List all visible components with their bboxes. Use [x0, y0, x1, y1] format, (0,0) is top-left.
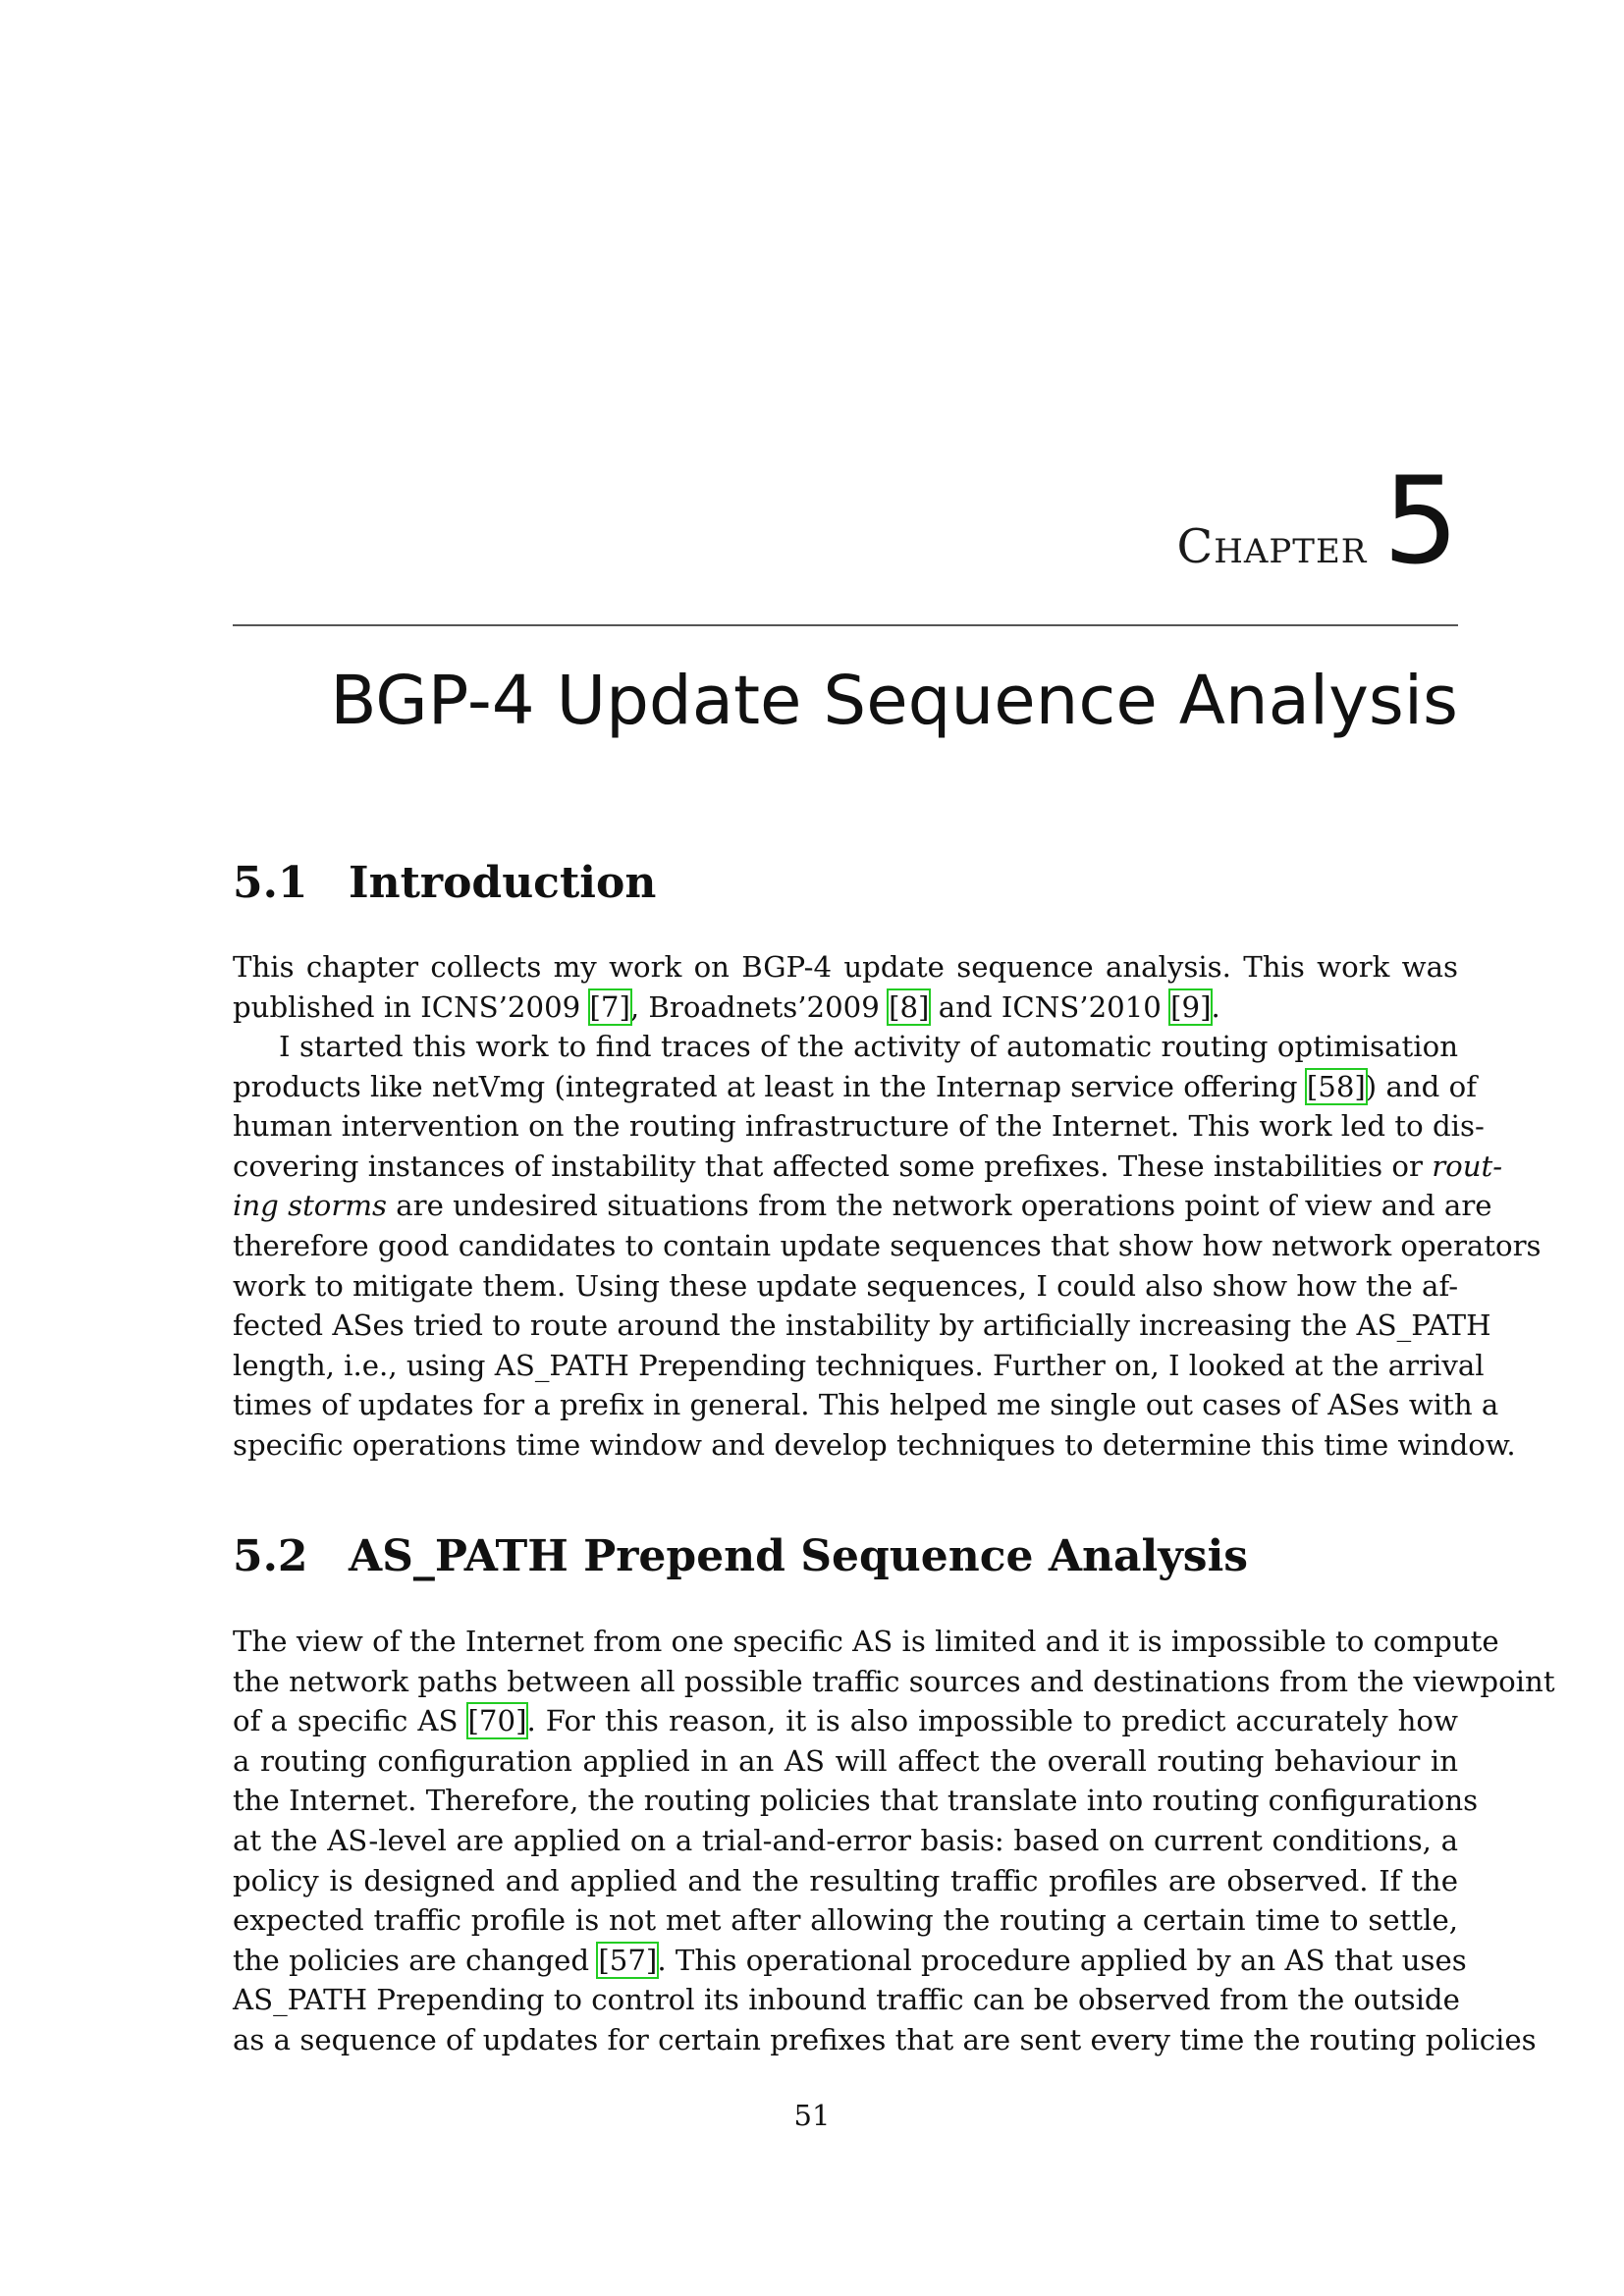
section-heading-introduction [233, 858, 656, 908]
text-line: length, i.e., using AS_PATH Prepending techniques. Further on, I looked at the arrival [233, 1348, 1485, 1382]
text-line: This chapter collects my work on BGP-4 update sequence analysis. This work was [233, 950, 1458, 984]
page-number: 51 [793, 2099, 831, 2132]
text-line: work to mitigate them. Using these update sequences, I could also show how the af- [233, 1268, 1459, 1303]
section-title: Introduction [349, 858, 657, 908]
text-line: therefore good candidates to contain update sequences that show how network operators [233, 1228, 1542, 1262]
chapter-heading [1176, 452, 1459, 591]
text-line: covering instances of instability that affected some prefixes. These instabilities or rout- [233, 1148, 1503, 1183]
intro-paragraph-2 [233, 1027, 1542, 1466]
citation-link-58[interactable]: [58] [1306, 1069, 1366, 1103]
text-line: products like netVmg (integrated at least in the Internap service offering [58]) and of [233, 1069, 1477, 1103]
text-line: AS_PATH Prepending to control its inbound traffic can be observed from the outside [233, 1983, 1460, 2017]
intro-paragraph-1 [233, 947, 1458, 1027]
text-line: the policies are changed [57]. This operational procedure applied by an AS that uses [233, 1943, 1467, 1977]
text-line: the network paths between all possible traffic sources and destinations from the viewpoint [233, 1664, 1555, 1698]
citation-link-8[interactable]: [8] [889, 989, 930, 1024]
chapter-number: 5 [1382, 452, 1459, 591]
text-line: specific operations time window and develop techniques to determine this time window. [233, 1427, 1516, 1462]
section-heading-as-path-prepend [233, 1531, 1248, 1581]
section-2-paragraph-1 [233, 1622, 1555, 2060]
text-line: The view of the Internet from one specific AS is limited and it is impossible to compute [233, 1625, 1499, 1658]
section-number: 5.1 [233, 858, 308, 908]
section-title: AS_PATH Prepend Sequence Analysis [349, 1531, 1249, 1581]
text-line: as a sequence of updates for certain prefixes that are sent every time the routing policies [233, 2022, 1537, 2056]
citation-link-70[interactable]: [70] [467, 1704, 527, 1738]
text-line: published in ICNS’2009 [7], Broadnets’2009 [8] and ICNS’2010 [9]. [233, 989, 1220, 1024]
text-line: of a specific AS [70]. For this reason, it is also impossible to predict accurately how [233, 1704, 1458, 1738]
text-line: fected ASes tried to route around the instability by artificially increasing the AS_PATH [233, 1308, 1491, 1343]
text-line: times of updates for a prefix in general. This helped me single out cases of ASes with a [233, 1388, 1499, 1422]
text-line: I started this work to find traces of the activity of automatic routing optimisation [279, 1030, 1458, 1063]
citation-link-9[interactable]: [9] [1170, 989, 1212, 1024]
text-line: ing storms are undesired situations from the network operations point of view and are [233, 1189, 1492, 1223]
text-line: policy is designed and applied and the resulting traffic profiles are observed. If the [233, 1863, 1458, 1897]
section-number: 5.2 [233, 1531, 308, 1581]
text-line: the Internet. Therefore, the routing policies that translate into routing configurations [233, 1784, 1479, 1818]
text-line: at the AS-level are applied on a trial-and-error basis: based on current conditions, a [233, 1823, 1458, 1857]
chapter-rule [233, 624, 1458, 626]
citation-link-57[interactable]: [57] [598, 1943, 658, 1977]
chapter-title: BGP-4 Update Sequence Analysis [330, 662, 1458, 740]
text-line: expected traffic profile is not met after allowing the routing a certain time to settle, [233, 1903, 1458, 1938]
text-line: a routing configuration applied in an AS will affect the overall routing behaviour in [233, 1743, 1458, 1778]
citation-link-7[interactable]: [7] [589, 989, 630, 1024]
chapter-label: Chapter [1176, 519, 1368, 574]
text-line: human intervention on the routing infrastructure of the Internet. This work led to dis- [233, 1109, 1485, 1144]
